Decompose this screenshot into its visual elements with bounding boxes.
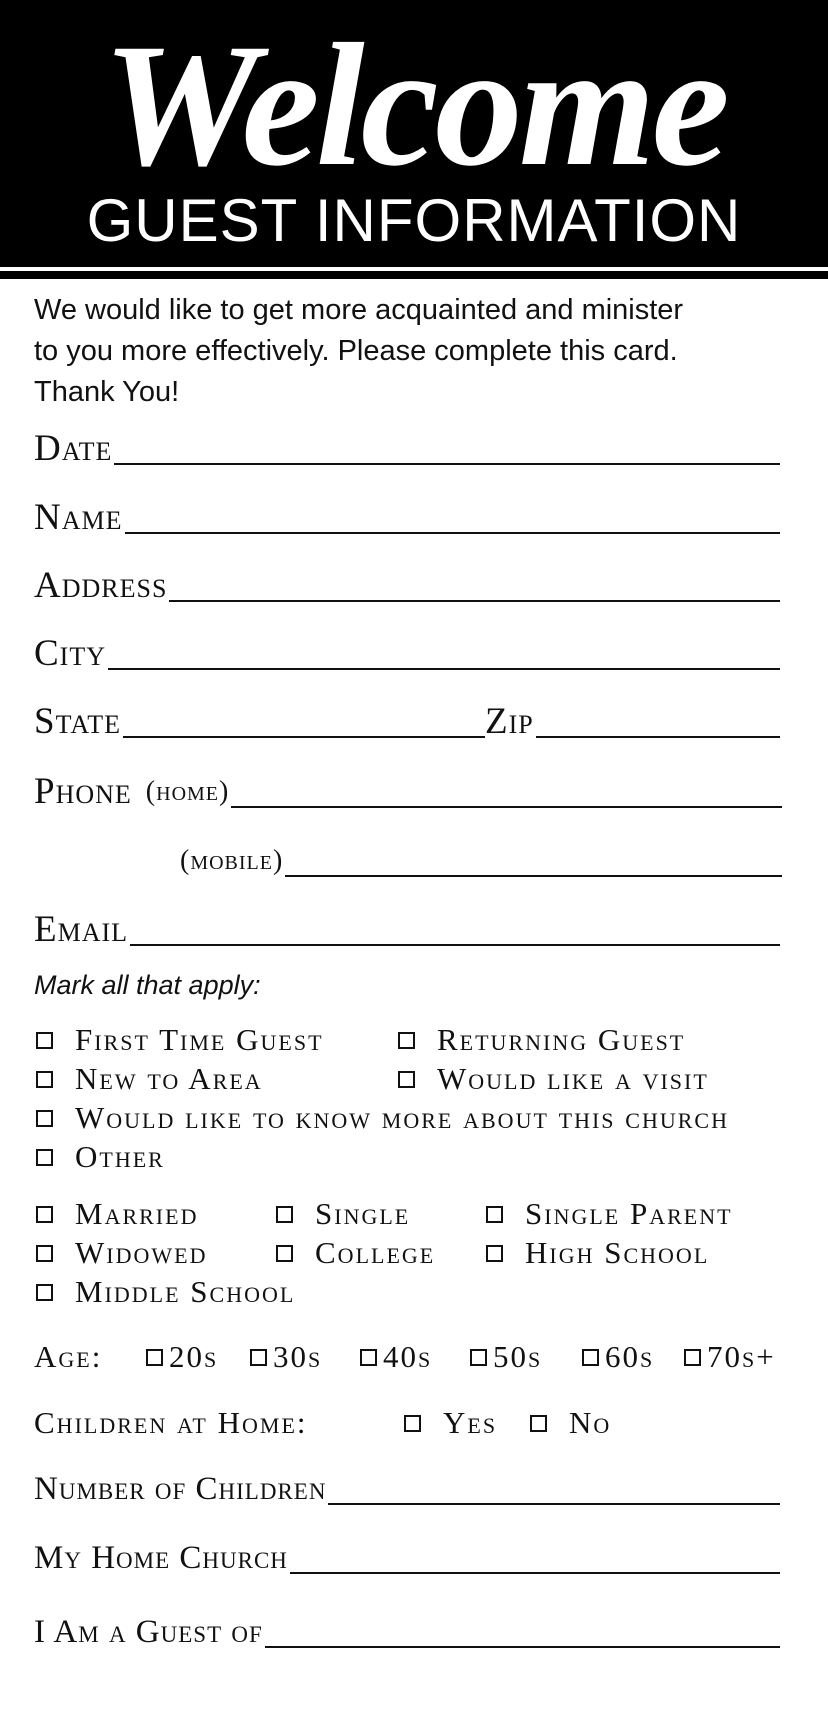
first-time-guest-option[interactable] xyxy=(36,1022,324,1058)
children-at-home-label: Children at Home: xyxy=(34,1405,308,1440)
city-label: City xyxy=(34,633,106,674)
returning-guest-option[interactable] xyxy=(398,1022,685,1058)
checkbox[interactable] xyxy=(398,1032,415,1049)
checkbox[interactable] xyxy=(486,1206,503,1223)
home-church-field[interactable] xyxy=(34,1536,780,1580)
checkbox[interactable] xyxy=(36,1284,53,1301)
city-field[interactable] xyxy=(34,632,780,676)
intro-text xyxy=(34,290,814,413)
phone-home-label: (home) xyxy=(145,776,230,807)
header-banner xyxy=(0,0,828,267)
checkbox[interactable] xyxy=(36,1110,53,1127)
checkbox[interactable] xyxy=(250,1349,267,1366)
zip-label: Zip xyxy=(485,701,534,742)
header-divider xyxy=(0,271,828,279)
age-20s-option[interactable] xyxy=(146,1339,218,1375)
checkbox[interactable] xyxy=(276,1245,293,1262)
age-40s-option[interactable] xyxy=(360,1339,432,1375)
mark-all-instruction: Mark all that apply: xyxy=(34,970,261,1000)
widowed-label: Widowed xyxy=(75,1235,208,1270)
checkbox[interactable] xyxy=(360,1349,377,1366)
checkbox[interactable] xyxy=(398,1071,415,1088)
single-parent-option[interactable] xyxy=(486,1196,733,1232)
new-to-area-option[interactable] xyxy=(36,1061,263,1097)
checkbox[interactable] xyxy=(36,1071,53,1088)
intro-line-2: to you more effectively. Please complete this card. xyxy=(34,335,678,367)
checkbox[interactable] xyxy=(36,1206,53,1223)
state-line[interactable] xyxy=(123,736,485,738)
phone-mobile-line[interactable] xyxy=(285,875,782,877)
checkbox[interactable] xyxy=(470,1349,487,1366)
checkbox[interactable] xyxy=(146,1349,163,1366)
single-option[interactable] xyxy=(276,1196,410,1232)
married-option[interactable] xyxy=(36,1196,198,1232)
college-label: College xyxy=(315,1235,436,1270)
would-like-visit-option[interactable] xyxy=(398,1061,709,1097)
middle-school-label: Middle School xyxy=(75,1274,296,1309)
intro-line-1: We would like to get more acquainted and minister xyxy=(34,294,684,326)
address-label: Address xyxy=(34,565,168,606)
married-label: Married xyxy=(75,1196,199,1231)
children-no-option[interactable] xyxy=(530,1405,611,1441)
age-50s-option[interactable] xyxy=(470,1339,542,1375)
single-label: Single xyxy=(315,1196,411,1231)
college-option[interactable] xyxy=(276,1235,435,1271)
checkbox[interactable] xyxy=(684,1349,701,1366)
date-label: Date xyxy=(34,428,113,469)
welcome-title: Welcome xyxy=(102,8,726,203)
date-field[interactable] xyxy=(34,427,780,471)
date-line[interactable] xyxy=(114,463,780,465)
email-field[interactable] xyxy=(34,908,780,952)
intro-line-3: Thank You! xyxy=(34,376,180,408)
checkbox[interactable] xyxy=(530,1415,547,1432)
address-line[interactable] xyxy=(169,600,780,602)
phone-mobile-label: (mobile) xyxy=(180,845,284,876)
email-label: Email xyxy=(34,909,129,950)
children-yes-label: Yes xyxy=(443,1405,498,1440)
age-50s-label: 50s xyxy=(493,1339,543,1374)
phone-home-line[interactable] xyxy=(231,806,782,808)
zip-field[interactable] xyxy=(485,700,780,744)
zip-line[interactable] xyxy=(536,736,780,738)
number-of-children-label: Number of Children xyxy=(34,1471,327,1507)
checkbox[interactable] xyxy=(404,1415,421,1432)
address-field[interactable] xyxy=(34,564,780,608)
checkbox[interactable] xyxy=(276,1206,293,1223)
age-label: Age: xyxy=(34,1339,103,1374)
number-of-children-line[interactable] xyxy=(328,1503,780,1505)
high-school-label: High School xyxy=(525,1235,710,1270)
know-more-option[interactable] xyxy=(36,1100,729,1136)
name-field[interactable] xyxy=(34,496,780,540)
age-30s-option[interactable] xyxy=(250,1339,322,1375)
checkbox[interactable] xyxy=(582,1349,599,1366)
know-more-label: Would like to know more about this church xyxy=(75,1100,729,1135)
name-line[interactable] xyxy=(125,532,781,534)
widowed-option[interactable] xyxy=(36,1235,207,1271)
age-60s-label: 60s xyxy=(605,1339,655,1374)
other-label: Other xyxy=(75,1139,165,1174)
age-70s-option[interactable] xyxy=(684,1339,776,1375)
checkbox[interactable] xyxy=(486,1245,503,1262)
new-to-area-label: New to Area xyxy=(75,1061,263,1096)
home-church-line[interactable] xyxy=(290,1572,780,1574)
guest-of-label: I Am a Guest of xyxy=(34,1614,263,1650)
checkbox[interactable] xyxy=(36,1245,53,1262)
guest-information-subtitle: GUEST INFORMATION xyxy=(86,187,742,254)
phone-mobile-field[interactable] xyxy=(180,839,782,883)
age-40s-label: 40s xyxy=(383,1339,433,1374)
name-label: Name xyxy=(34,497,123,538)
state-label: State xyxy=(34,701,122,742)
guest-of-line[interactable] xyxy=(265,1646,780,1648)
first-time-guest-label: First Time Guest xyxy=(75,1022,324,1057)
checkbox[interactable] xyxy=(36,1149,53,1166)
email-line[interactable] xyxy=(130,944,780,946)
returning-guest-label: Returning Guest xyxy=(437,1022,686,1057)
children-yes-option[interactable] xyxy=(404,1405,497,1441)
phone-home-field[interactable] xyxy=(34,770,782,814)
children-no-label: No xyxy=(569,1405,612,1440)
age-60s-option[interactable] xyxy=(582,1339,654,1375)
guest-of-field[interactable] xyxy=(34,1610,780,1654)
age-70s-label: 70s+ xyxy=(707,1339,776,1374)
other-option[interactable] xyxy=(36,1139,165,1175)
age-30s-label: 30s xyxy=(273,1339,323,1374)
would-like-visit-label: Would like a visit xyxy=(437,1061,709,1096)
state-field[interactable] xyxy=(34,700,485,744)
middle-school-option[interactable] xyxy=(36,1274,295,1310)
city-line[interactable] xyxy=(108,668,780,670)
checkbox[interactable] xyxy=(36,1032,53,1049)
high-school-option[interactable] xyxy=(486,1235,709,1271)
phone-label: Phone xyxy=(34,771,132,812)
single-parent-label: Single Parent xyxy=(525,1196,733,1231)
home-church-label: My Home Church xyxy=(34,1540,288,1576)
number-of-children-field[interactable] xyxy=(34,1467,780,1511)
age-20s-label: 20s xyxy=(169,1339,219,1374)
